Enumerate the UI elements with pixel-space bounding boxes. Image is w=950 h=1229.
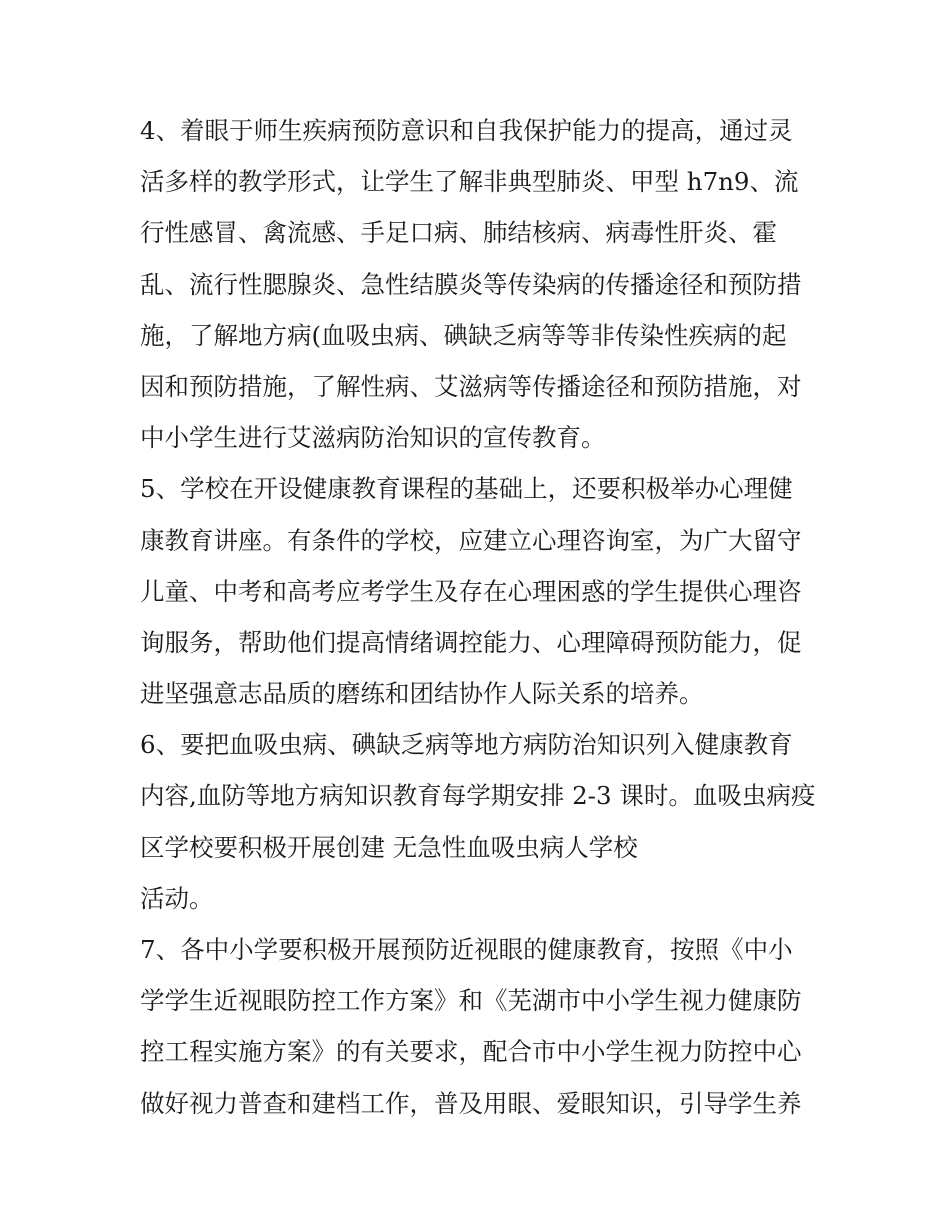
text-line: 康教育讲座。有条件的学校，应建立心理咨询室，为广大留守	[140, 525, 802, 555]
text-line: 施，了解地方病(血吸虫病、碘缺乏病等等非传染性疾病的起	[140, 320, 787, 350]
text-line: 内容,血防等地方病知识教育每学期安排 2-3 课时。血吸虫病疫	[140, 781, 816, 811]
text-line: 控工程实施方案》的有关要求，配合市中小学生视力防控中心	[140, 1037, 802, 1067]
text-line: 活多样的教学形式，让学生了解非典型肺炎、甲型 h7n9、流	[140, 167, 799, 197]
text-line: 5、学校在开设健康教育课程的基础上，还要积极举办心理健	[140, 474, 793, 504]
text-line: 进坚强意志品质的磨练和团结协作人际关系的培养。	[140, 679, 704, 709]
text-line: 7、各中小学要积极开展预防近视眼的健康教育，按照《中小	[140, 935, 793, 964]
text-line: 学学生近视眼防控工作方案》和《芜湖市中小学生视力健康防	[140, 986, 802, 1016]
text-line: 因和预防措施，了解性病、艾滋病等传播途径和预防措施，对	[140, 371, 802, 401]
document-body	[140, 105, 820, 1129]
text-line: 中小学生进行艾滋病防治知识的宣传教育。	[140, 423, 606, 453]
text-line: 区学校要积极开展创建 无急性血吸虫病人学校	[140, 832, 638, 862]
text-line: 活动。	[140, 883, 214, 913]
text-line: 6、要把血吸虫病、碘缺乏病等地方病防治知识列入健康教育	[140, 730, 793, 760]
text-line: 儿童、中考和高考应考学生及存在心理困惑的学生提供心理咨	[140, 576, 802, 606]
text-line: 4、着眼于师生疾病预防意识和自我保护能力的提高，通过灵	[140, 116, 793, 145]
text-line: 做好视力普查和建档工作，普及用眼、爱眼知识，引导学生养	[140, 1088, 802, 1118]
text-line: 乱、流行性腮腺炎、急性结膜炎等传染病的传播途径和预防措	[140, 269, 802, 299]
text-line: 询服务，帮助他们提高情绪调控能力、心理障碍预防能力，促	[140, 627, 802, 657]
text-line: 行性感冒、禽流感、手足口病、肺结核病、病毒性肝炎、霍	[140, 218, 777, 248]
